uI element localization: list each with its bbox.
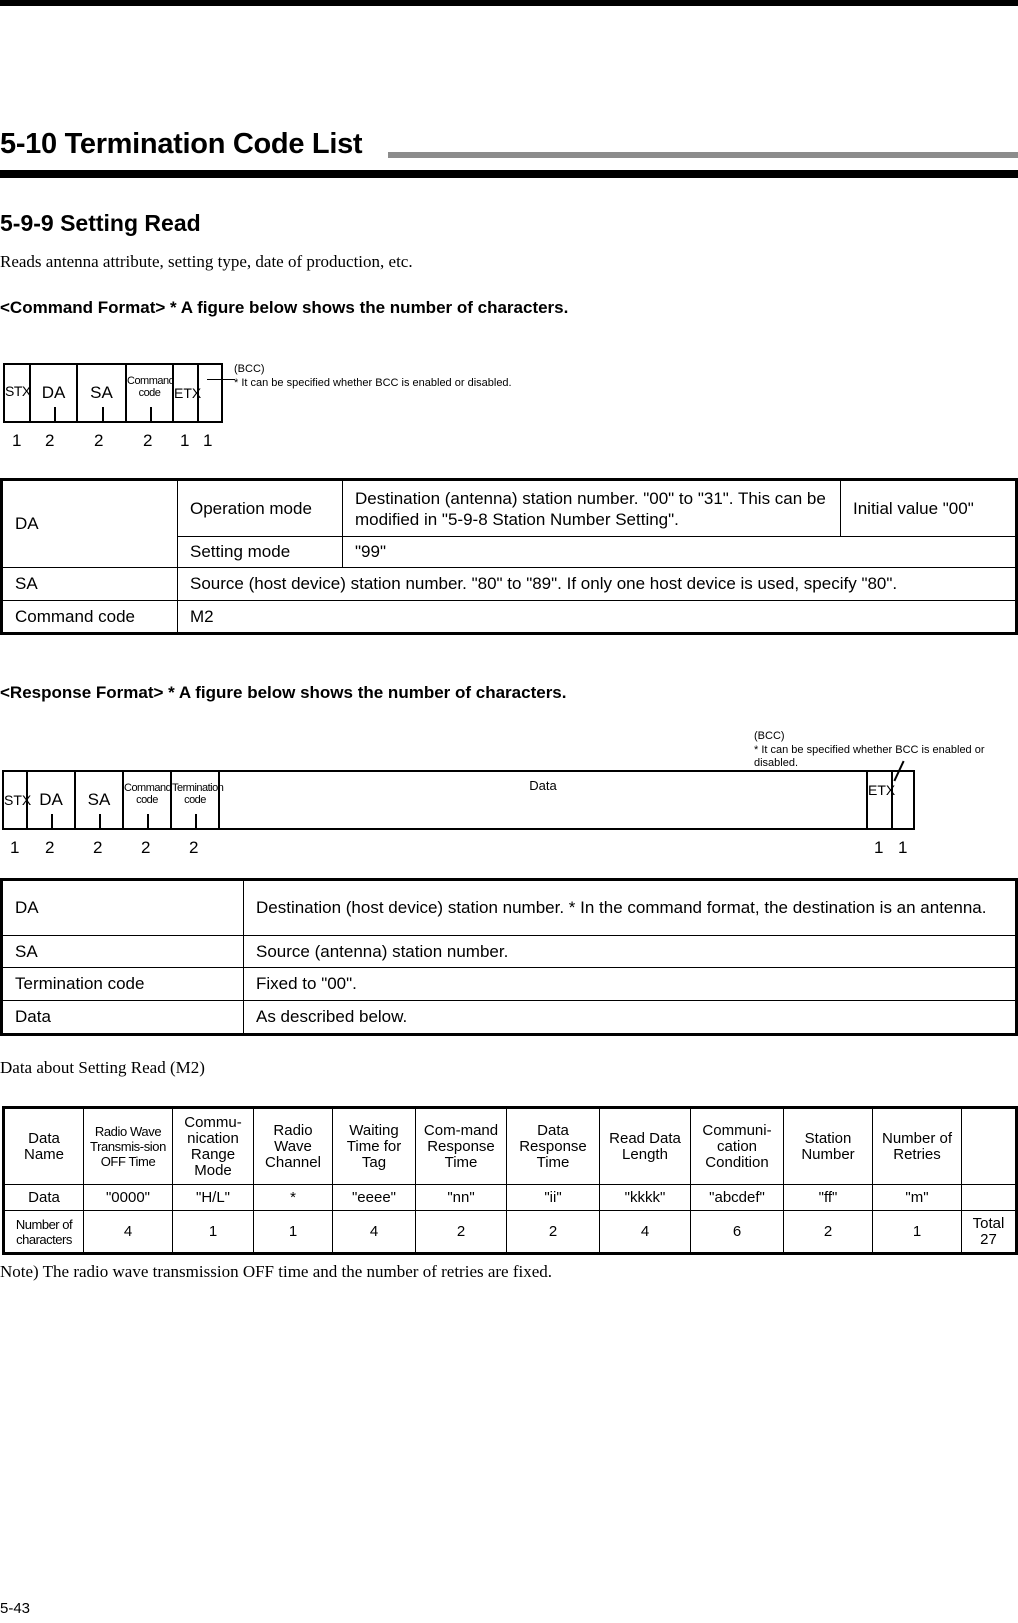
header-cell: Com-mand Response Time: [416, 1109, 507, 1185]
header-cell: Data Name: [5, 1109, 84, 1185]
cell-initial-value: Initial value "00": [841, 481, 1016, 537]
bcc-note: * It can be specified whether BCC is enabled or disabled.: [234, 377, 512, 389]
response-bcc-label: (BCC): [754, 730, 785, 742]
header-cell: Communi-cation Condition: [691, 1109, 784, 1185]
count-da: 2: [45, 431, 55, 450]
table-row: [3, 936, 1016, 968]
header-row: [5, 1109, 1016, 1185]
frame-cell-sa: SA: [76, 772, 124, 828]
frame-cell-stx: STX: [4, 772, 28, 828]
header-cell: Station Number: [784, 1109, 873, 1185]
header-cell: Waiting Time for Tag: [333, 1109, 416, 1185]
count-bcc: 1: [898, 838, 908, 857]
count-command-code: 2: [141, 838, 151, 857]
count-stx: 1: [12, 431, 22, 450]
frame-cell-command-code: Command code: [127, 365, 174, 421]
data-cell: [962, 1185, 1016, 1211]
cell-desc: Fixed to "00".: [244, 968, 1016, 1001]
cell-operation-mode: Operation mode: [178, 481, 343, 537]
data-table-caption: Data about Setting Read (M2): [0, 1058, 205, 1077]
data-cell: "H/L": [173, 1185, 254, 1211]
chapter-title: 5-10 Termination Code List: [0, 128, 363, 160]
data-cell: *: [254, 1185, 333, 1211]
count-cell: 6: [691, 1211, 784, 1253]
header-cell: Radio Wave Channel: [254, 1109, 333, 1185]
top-rule: [0, 0, 1018, 6]
data-cell: "0000": [84, 1185, 173, 1211]
header-cell: Read Data Length: [600, 1109, 691, 1185]
count-cell: 1: [173, 1211, 254, 1253]
count-bcc: 1: [203, 431, 213, 450]
header-cell: Commu-nication Range Mode: [173, 1109, 254, 1185]
data-cell: "abcdef": [691, 1185, 784, 1211]
frame-cell-da: DA: [31, 365, 78, 421]
count-cell: 4: [600, 1211, 691, 1253]
response-frame-diagram: [2, 770, 915, 830]
cell-da: DA: [3, 481, 178, 568]
header-cell: Number of Retries: [873, 1109, 962, 1185]
total-cell: Total 27: [962, 1211, 1016, 1253]
count-cell: 4: [333, 1211, 416, 1253]
count-cell: Number of characters: [5, 1211, 84, 1253]
section-title: 5-9-9 Setting Read: [0, 210, 201, 236]
command-format-heading: <Command Format> * A figure below shows the number of characters.: [0, 298, 569, 317]
count-termination-code: 2: [189, 838, 199, 857]
cell-name: DA: [3, 881, 244, 936]
count-cell: 1: [873, 1211, 962, 1253]
section-description: Reads antenna attribute, setting type, date of production, etc.: [0, 252, 413, 271]
command-frame-diagram: [3, 363, 223, 423]
count-sa: 2: [93, 838, 103, 857]
cell-desc: As described below.: [244, 1001, 1016, 1034]
frame-cell-stx: STX: [5, 365, 31, 421]
cell-operation-desc: Destination (antenna) station number. "00" to "31". This can be modified in "5-9-8 Station Number Setting".: [343, 481, 841, 537]
data-cell: "eeee": [333, 1185, 416, 1211]
table-row: [3, 1001, 1016, 1034]
cell-desc: Destination (host device) station number. * In the command format, the destination is an antenna.: [244, 881, 1016, 936]
data-cell: Data: [5, 1185, 84, 1211]
response-field-table: [0, 878, 1018, 1036]
cell-name: Data: [3, 1001, 244, 1034]
data-table-note: Note) The radio wave transmission OFF time and the number of retries are fixed.: [0, 1262, 553, 1281]
frame-cell-data: Data: [220, 772, 868, 828]
cell-name: SA: [3, 936, 244, 968]
count-da: 2: [45, 838, 55, 857]
frame-cell-bcc: [893, 772, 913, 828]
bcc-label: (BCC): [234, 363, 265, 375]
count-cell: 1: [254, 1211, 333, 1253]
count-cell: 2: [784, 1211, 873, 1253]
count-etx: 1: [874, 838, 884, 857]
bcc-leader-line: [207, 379, 235, 380]
table-row: [3, 881, 1016, 936]
frame-cell-da: DA: [28, 772, 76, 828]
count-stx: 1: [10, 838, 20, 857]
cell-desc: Source (antenna) station number.: [244, 936, 1016, 968]
count-etx: 1: [180, 431, 190, 450]
header-cell: [962, 1109, 1016, 1185]
data-cell: "m": [873, 1185, 962, 1211]
cell-setting-value: "99": [343, 537, 1016, 568]
chapter-bar: [0, 170, 1018, 178]
count-command-code: 2: [143, 431, 153, 450]
count-sa: 2: [94, 431, 104, 450]
table-row: [3, 968, 1016, 1001]
response-bcc-note: * It can be specified whether BCC is enabled or disabled.: [754, 744, 985, 769]
cell-command-code-value: M2: [178, 601, 1016, 633]
cell-name: Termination code: [3, 968, 244, 1001]
header-cell: Data Response Time: [507, 1109, 600, 1185]
response-format-heading: <Response Format> * A figure below shows the number of characters.: [0, 683, 567, 702]
data-cell: "nn": [416, 1185, 507, 1211]
count-cell: 2: [507, 1211, 600, 1253]
cell-sa: SA: [3, 568, 178, 601]
frame-cell-termination-code: Termination code: [172, 772, 220, 828]
cell-sa-desc: Source (host device) station number. "80" to "89". If only one host device is used, specify "80".: [178, 568, 1016, 601]
data-cell: "kkkk": [600, 1185, 691, 1211]
count-cell: 4: [84, 1211, 173, 1253]
command-field-table: [0, 478, 1018, 635]
cell-command-code: Command code: [3, 601, 178, 633]
frame-cell-etx: ETX: [868, 772, 893, 828]
frame-cell-bcc: [199, 365, 221, 421]
data-cell: "ii": [507, 1185, 600, 1211]
count-row: [5, 1211, 1016, 1253]
chapter-rule: [388, 152, 1018, 158]
frame-cell-etx: ETX: [174, 365, 199, 421]
frame-cell-sa: SA: [78, 365, 127, 421]
header-cell: Radio Wave Transmis-sion OFF Time: [84, 1109, 173, 1185]
frame-cell-command-code: Command code: [124, 772, 172, 828]
cell-setting-mode: Setting mode: [178, 537, 343, 568]
page-number: 5-43: [0, 1600, 31, 1617]
data-row: [5, 1185, 1016, 1211]
count-cell: 2: [416, 1211, 507, 1253]
data-cell: "ff": [784, 1185, 873, 1211]
data-table: [2, 1106, 1018, 1255]
